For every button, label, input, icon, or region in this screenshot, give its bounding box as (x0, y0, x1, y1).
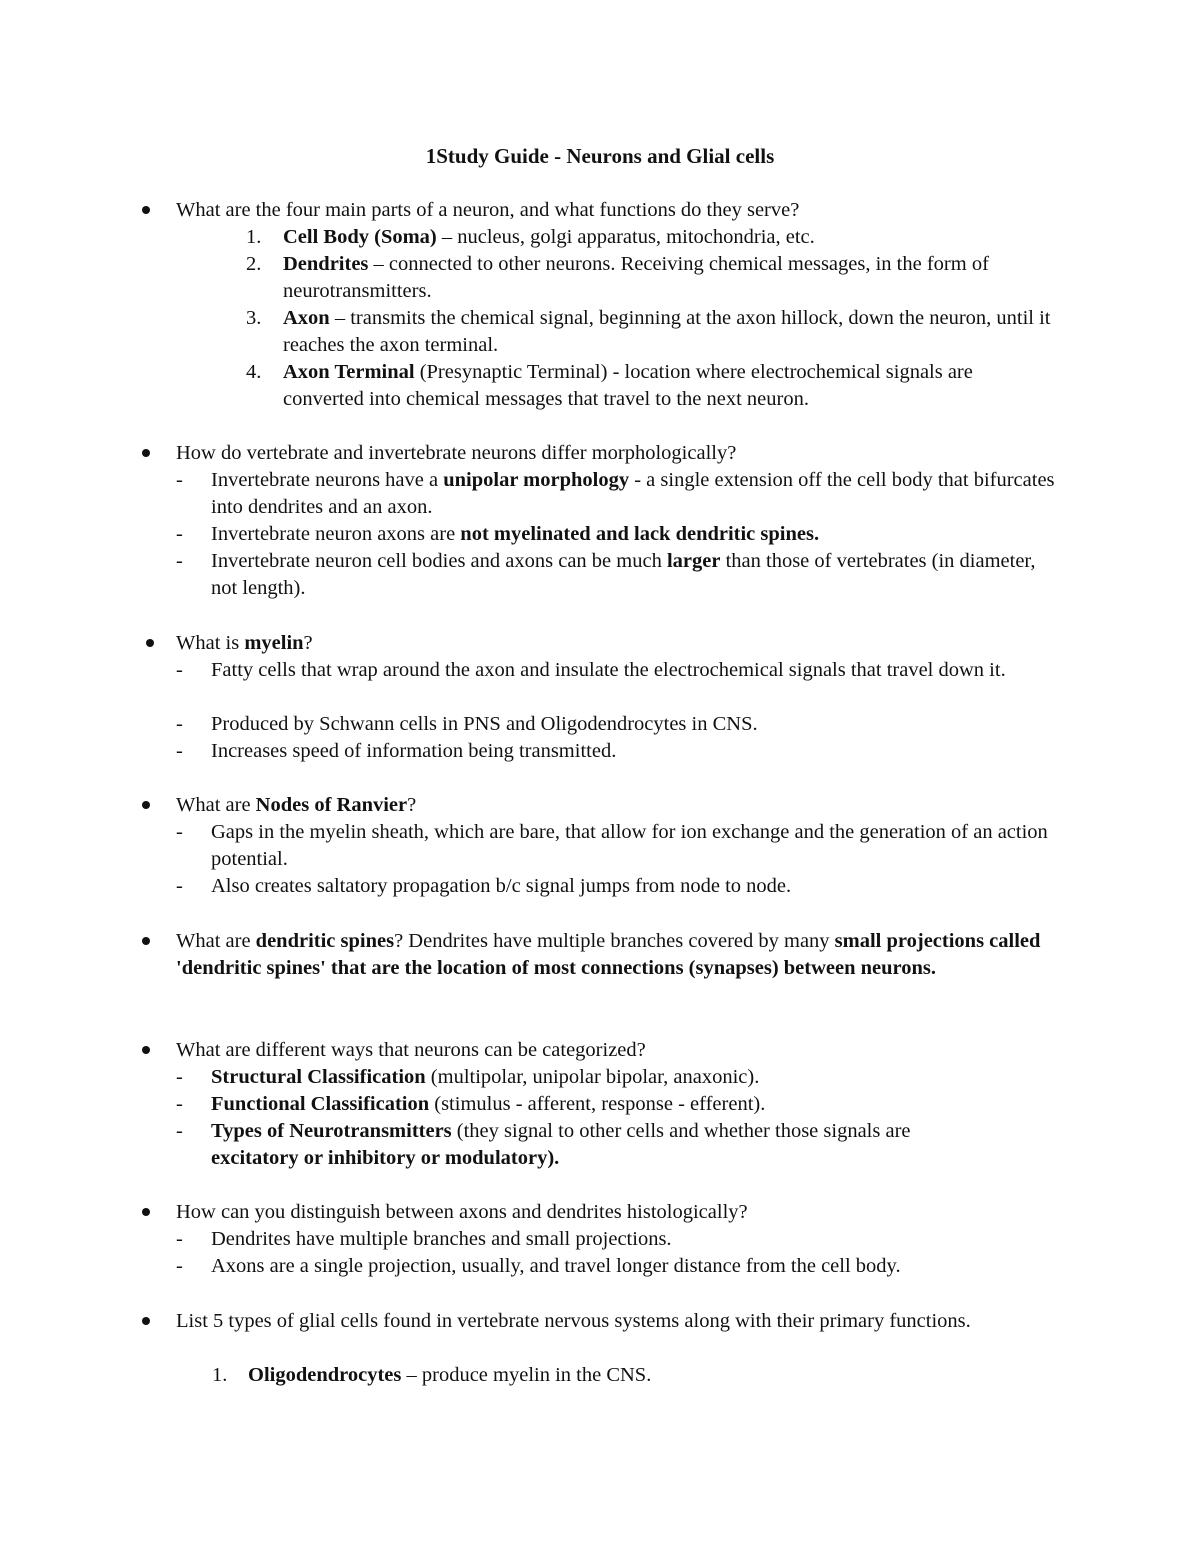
term: excitatory or inhibitory or modulatory). (211, 1147, 560, 1169)
dash-marker: - (176, 740, 183, 762)
list-item (283, 305, 1053, 359)
list-item: Increases speed of information being transmitted. (211, 740, 617, 762)
item-text: – transmits the chemical signal, beginning at the axon hillock, down the neuron, until it reaches the axon terminal. (283, 307, 1051, 356)
item-text: – connected to other neurons. Receiving chemical messages, in the form of neurotransmitters. (283, 253, 989, 302)
term: unipolar morphology (443, 469, 630, 491)
list-item: Gaps in the myelin sheath, which are bare, that allow for ion exchange and the generation of an action potential. (211, 821, 1048, 870)
item-text: – nucleus, golgi apparatus, mitochondria, etc. (436, 226, 815, 248)
dash-marker: - (176, 875, 183, 897)
term: myelin (244, 632, 304, 654)
item-text: (multipolar, unipolar bipolar, anaxonic). (425, 1066, 760, 1088)
dash-marker: - (176, 550, 183, 572)
question-text: What are the four main parts of a neuron, and what functions do they serve? (176, 199, 800, 221)
question-text: What are different ways that neurons can be categorized? (176, 1039, 646, 1061)
question-text: How can you distinguish between axons and dendrites histologically? (176, 1201, 748, 1223)
question-text (176, 928, 1066, 982)
question-text (176, 630, 1066, 657)
term: Structural Classification (211, 1066, 426, 1088)
bullet-icon (142, 206, 150, 214)
question-text: How do vertebrate and invertebrate neurons differ morphologically? (176, 442, 737, 464)
dash-marker: - (176, 1093, 183, 1115)
question-text: List 5 types of glial cells found in vertebrate nervous systems along with their primary functions. (176, 1310, 971, 1332)
term: Axon (283, 307, 330, 329)
question-part: ? (407, 794, 417, 816)
bullet-icon (142, 937, 150, 945)
item-text: Invertebrate neurons have a (211, 469, 444, 491)
bullet-icon (142, 1046, 150, 1054)
list-item (211, 1091, 1061, 1118)
document-title: 1Study Guide - Neurons and Glial cells (425, 144, 775, 168)
item-text: than those of vertebrates (in diameter, not length). (211, 550, 1036, 599)
list-number: 1. (212, 1364, 228, 1386)
dash-marker: - (176, 1255, 183, 1277)
question-part: What are (176, 930, 256, 952)
item-text: - a single extension off the cell body that bifurcates into dendrites and an axon. (211, 469, 1055, 518)
bullet-icon (142, 1317, 150, 1325)
list-item (211, 467, 1061, 521)
item-text: (Presynaptic Terminal) - location where electrochemical signals are converted into chemical messages that travel to the next neuron. (283, 361, 973, 410)
dash-marker: - (176, 713, 183, 735)
list-item (211, 521, 1061, 548)
term: larger (666, 550, 721, 572)
term: Nodes of Ranvier (255, 794, 408, 816)
item-text: – produce myelin in the CNS. (401, 1364, 652, 1386)
item-text: (stimulus - afferent, response - efferent). (429, 1093, 766, 1115)
term: dendritic spines (255, 930, 395, 952)
dash-marker: - (176, 523, 183, 545)
term: Functional Classification (211, 1093, 430, 1115)
list-item (211, 1064, 1061, 1091)
dash-marker: - (176, 821, 183, 843)
question-part: What are (176, 794, 256, 816)
dash-marker: - (176, 659, 183, 681)
list-item (211, 548, 1061, 602)
list-number: 2. (246, 253, 262, 275)
item-text: Invertebrate neuron cell bodies and axons can be much (211, 550, 667, 572)
answer-emphasis: small projections called 'dendritic spines' that are the location of most connections (synapses) between neurons. (176, 930, 1041, 979)
term: Axon Terminal (283, 361, 415, 383)
term: Types of Neurotransmitters (211, 1120, 452, 1142)
list-item: Fatty cells that wrap around the axon and insulate the electrochemical signals that travel down it. (211, 659, 1006, 681)
list-item (283, 251, 1053, 305)
term: not myelinated and lack dendritic spines. (460, 523, 820, 545)
question-part: ? Dendrites have multiple branches covered by many (394, 930, 835, 952)
item-text: Invertebrate neuron axons are (211, 523, 461, 545)
question-text (176, 792, 1066, 819)
bullet-icon (142, 1208, 150, 1216)
item-text: (they signal to other cells and whether those signals are (451, 1120, 911, 1142)
bullet-icon (142, 449, 150, 457)
question-part: ? (303, 632, 313, 654)
term: Dendrites (283, 253, 369, 275)
list-item: Axons are a single projection, usually, and travel longer distance from the cell body. (211, 1255, 901, 1277)
list-number: 3. (246, 307, 262, 329)
list-number: 4. (246, 361, 262, 383)
bullet-icon (142, 801, 150, 809)
term: Oligodendrocytes (248, 1364, 402, 1386)
dash-marker: - (176, 1120, 183, 1142)
list-item: Dendrites have multiple branches and small projections. (211, 1228, 672, 1250)
list-item: Also creates saltatory propagation b/c signal jumps from node to node. (211, 875, 792, 897)
question-part: What is (176, 632, 245, 654)
list-item (283, 224, 1053, 251)
list-number: 1. (246, 226, 262, 248)
list-item (211, 1118, 1001, 1172)
term: Cell Body (Soma) (283, 226, 437, 248)
dash-marker: - (176, 1066, 183, 1088)
dash-marker: - (176, 1228, 183, 1250)
list-item: Produced by Schwann cells in PNS and Oligodendrocytes in CNS. (211, 713, 758, 735)
list-item (283, 359, 1053, 413)
bullet-icon (146, 639, 154, 647)
dash-marker: - (176, 469, 183, 491)
list-item (248, 1362, 1018, 1389)
